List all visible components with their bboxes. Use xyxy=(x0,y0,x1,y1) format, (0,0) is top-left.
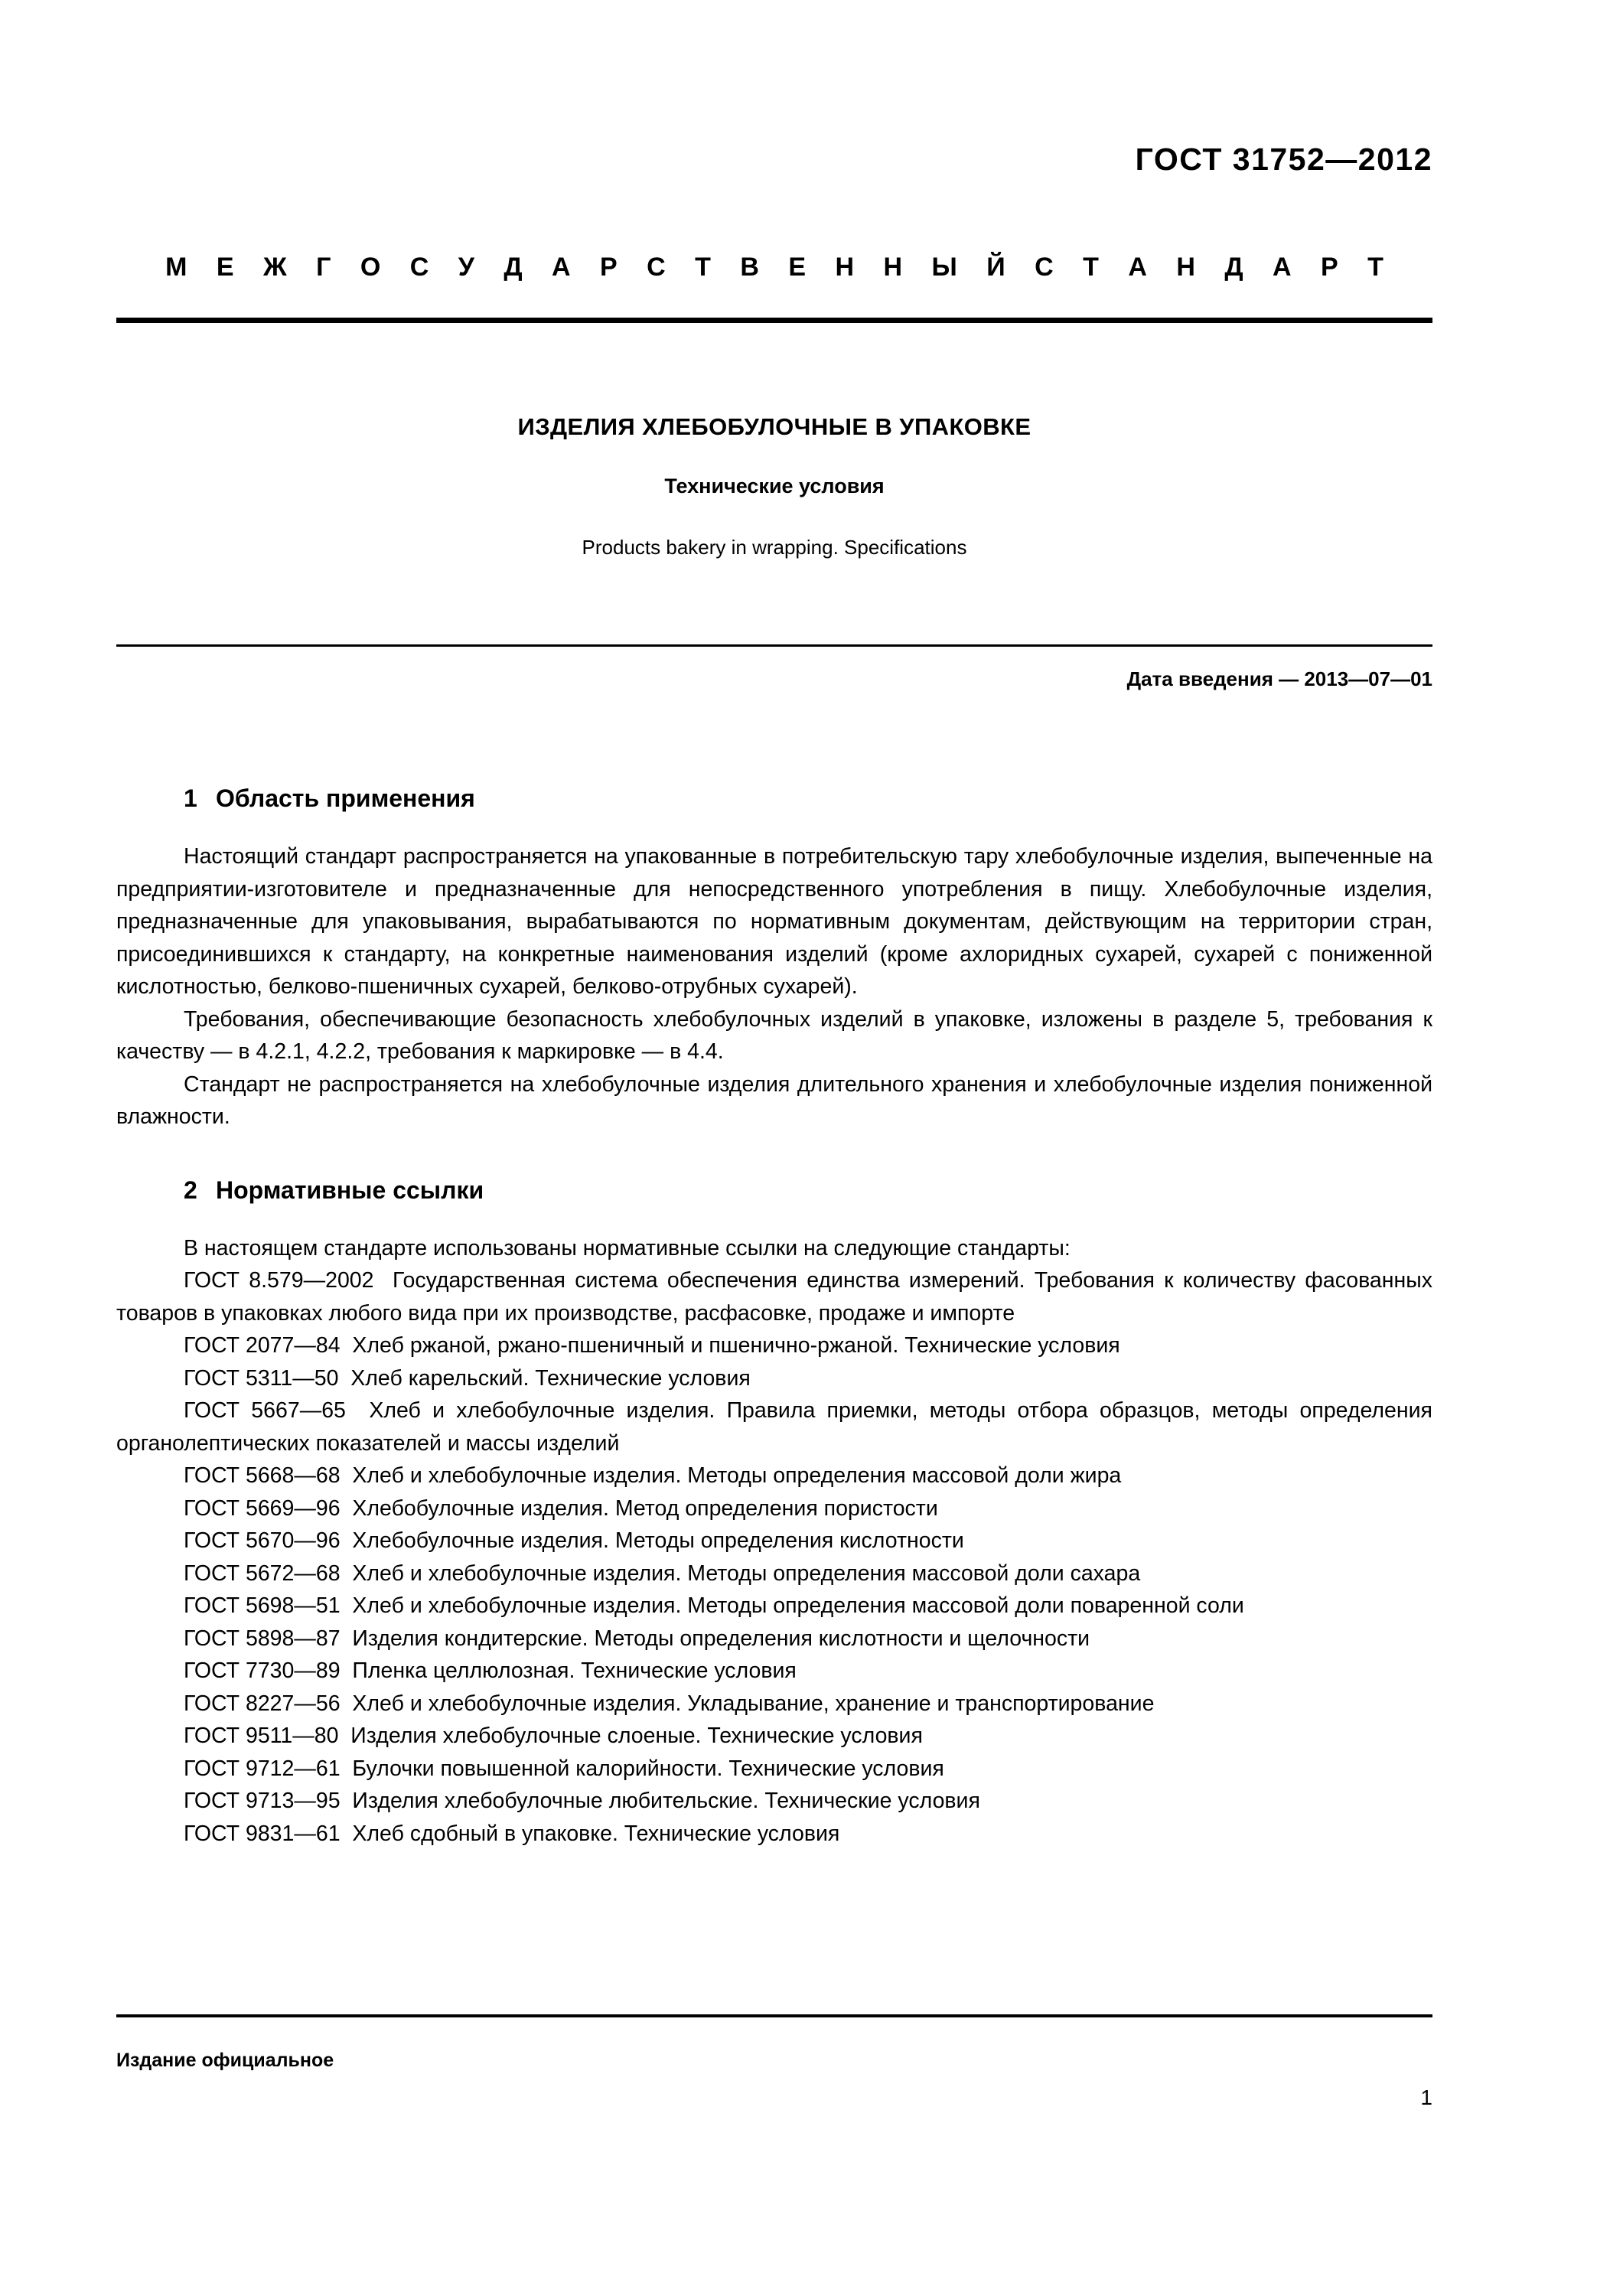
scope-paragraph-2: Требования, обеспечивающие безопасность хлебобулочных изделий в упаковке, изложены в разделе 5, требования к качеству — в 4.2.1, 4.2.2, требования к маркировке — в 4.4. xyxy=(116,1006,1432,1064)
reference-title: Хлеб и хлебобулочные изделия. Укладывание, хранение и транспортирование xyxy=(352,1691,1155,1716)
reference-title: Хлебобулочные изделия. Метод определения пористости xyxy=(352,1495,938,1521)
reference-code: ГОСТ 9511—80 xyxy=(184,1724,339,1748)
spacer xyxy=(116,823,1432,840)
reference-title: Пленка целлюлозная. Технические условия xyxy=(352,1658,797,1683)
list-item xyxy=(116,1264,1432,1329)
reference-code: ГОСТ 9831—61 xyxy=(184,1821,341,1846)
references-intro: В настоящем стандарте использованы нормативные ссылки на следующие стандарты: xyxy=(184,1235,1071,1261)
list-item xyxy=(116,1818,1432,1851)
standard-type-heading: М Е Ж Г О С У Д А Р С Т В Е Н Н Ы Й С Т А Н Д А Р Т xyxy=(165,253,1395,282)
list-item xyxy=(116,1623,1432,1655)
section-heading-references xyxy=(116,1176,1432,1205)
list-item xyxy=(116,1394,1432,1459)
reference-code: ГОСТ 5667—65 xyxy=(184,1398,346,1423)
reference-code: ГОСТ 5311—50 xyxy=(184,1365,339,1391)
edition-note: Издание официальное xyxy=(116,2050,334,2071)
scope-paragraph-3: Стандарт не распространяется на хлебобулочные изделия длительного хранения и хлебобулочные изделия пониженной влажности. xyxy=(116,1071,1432,1129)
reference-code: ГОСТ 8.579—2002 xyxy=(184,1268,374,1293)
reference-title: Хлеб сдобный в упаковке. Технические условия xyxy=(352,1821,840,1846)
list-item xyxy=(116,1557,1432,1590)
reference-code: ГОСТ 9712—61 xyxy=(184,1756,341,1781)
list-item xyxy=(116,1785,1432,1818)
section-number-2: 2 xyxy=(184,1176,197,1204)
reference-code: ГОСТ 5672—68 xyxy=(184,1561,341,1586)
list-item xyxy=(116,1525,1432,1557)
list-item xyxy=(116,1329,1432,1362)
title-divider-thin xyxy=(116,644,1432,647)
document-title-ru: ИЗДЕЛИЯ ХЛЕБОБУЛОЧНЫЕ В УПАКОВКЕ xyxy=(517,413,1031,440)
spacer xyxy=(116,1215,1432,1232)
page-number: 1 xyxy=(1420,2086,1432,2109)
reference-title: Хлеб ржаной, ржано-пшеничный и пшенично-ржаной. Технические условия xyxy=(352,1333,1120,1358)
list-item xyxy=(116,1362,1432,1395)
reference-title: Изделия хлебобулочные любительские. Технические условия xyxy=(352,1789,980,1813)
reference-code: ГОСТ 7730—89 xyxy=(184,1658,341,1683)
section-number-1: 1 xyxy=(184,784,197,812)
spacer xyxy=(116,1133,1432,1176)
reference-code: ГОСТ 8227—56 xyxy=(184,1691,341,1716)
reference-title: Хлеб и хлебобулочные изделия. Методы определения массовой доли поваренной соли xyxy=(352,1593,1244,1618)
reference-title: Булочки повышенной калорийности. Технические условия xyxy=(352,1756,944,1781)
section-title-1: Область применения xyxy=(216,784,475,812)
header-divider-thick xyxy=(116,318,1432,323)
reference-title: Государственная система обеспечения единства измерений. Требования к количеству фасованных товаров в упаковках любого вида при их производстве, расфасовке, продаже и импорте xyxy=(116,1268,1432,1326)
standard-number: ГОСТ 31752—2012 xyxy=(1135,142,1432,177)
reference-title: Изделия хлебобулочные слоеные. Технические условия xyxy=(350,1724,923,1748)
list-item xyxy=(116,1459,1432,1492)
reference-title: Хлеб карельский. Технические условия xyxy=(350,1365,751,1391)
list-item xyxy=(116,1655,1432,1688)
introduction-date: Дата введения — 2013—07—01 xyxy=(1126,667,1432,690)
footer-divider xyxy=(116,2014,1432,2017)
reference-code: ГОСТ 5668—68 xyxy=(184,1463,341,1488)
reference-title: Хлеб и хлебобулочные изделия. Методы определения массовой доли жира xyxy=(352,1463,1122,1488)
list-item xyxy=(116,1492,1432,1525)
section-title-2: Нормативные ссылки xyxy=(216,1176,484,1204)
reference-title: Изделия кондитерские. Методы определения кислотности и щелочности xyxy=(352,1626,1090,1651)
scope-paragraph-1: Настоящий стандарт распространяется на упакованные в потребительскую тару хлебобулочные изделия, выпеченные на предприятии-изготовителе и предназначенные для непосредственного употребления в пищу. Хлебобулочные изделия, предназначенные для упаковывания, вырабатываются по нормативным документам, действующим на территории стран, присоединившихся к стандарту, на конкретные наименования изделий (кроме ахлоридных сухарей, сухарей с пониженной кислотностью, белково-пшеничных сухарей, белково-отрубных сухарей). xyxy=(116,844,1432,999)
list-item xyxy=(116,1590,1432,1623)
reference-code: ГОСТ 5669—96 xyxy=(184,1495,341,1521)
reference-code: ГОСТ 5898—87 xyxy=(184,1626,341,1651)
reference-code: ГОСТ 5698—51 xyxy=(184,1593,341,1618)
document-title-en: Products bakery in wrapping. Specifications xyxy=(582,536,967,559)
reference-title: Хлебобулочные изделия. Методы определения кислотности xyxy=(352,1528,964,1553)
list-item xyxy=(116,1753,1432,1786)
list-item xyxy=(116,1688,1432,1720)
document-body xyxy=(116,784,1432,1850)
reference-code: ГОСТ 2077—84 xyxy=(184,1333,341,1358)
reference-title: Хлеб и хлебобулочные изделия. Методы определения массовой доли сахара xyxy=(352,1561,1141,1586)
reference-code: ГОСТ 9713—95 xyxy=(184,1789,341,1813)
document-subtitle-ru: Технические условия xyxy=(664,475,885,497)
section-heading-scope xyxy=(116,784,1432,813)
reference-code: ГОСТ 5670—96 xyxy=(184,1528,341,1553)
list-item xyxy=(116,1720,1432,1753)
reference-title: Хлеб и хлебобулочные изделия. Правила приемки, методы отбора образцов, методы определения органолептических показателей и массы изделий xyxy=(116,1398,1432,1456)
normative-reference-list xyxy=(116,1264,1432,1850)
